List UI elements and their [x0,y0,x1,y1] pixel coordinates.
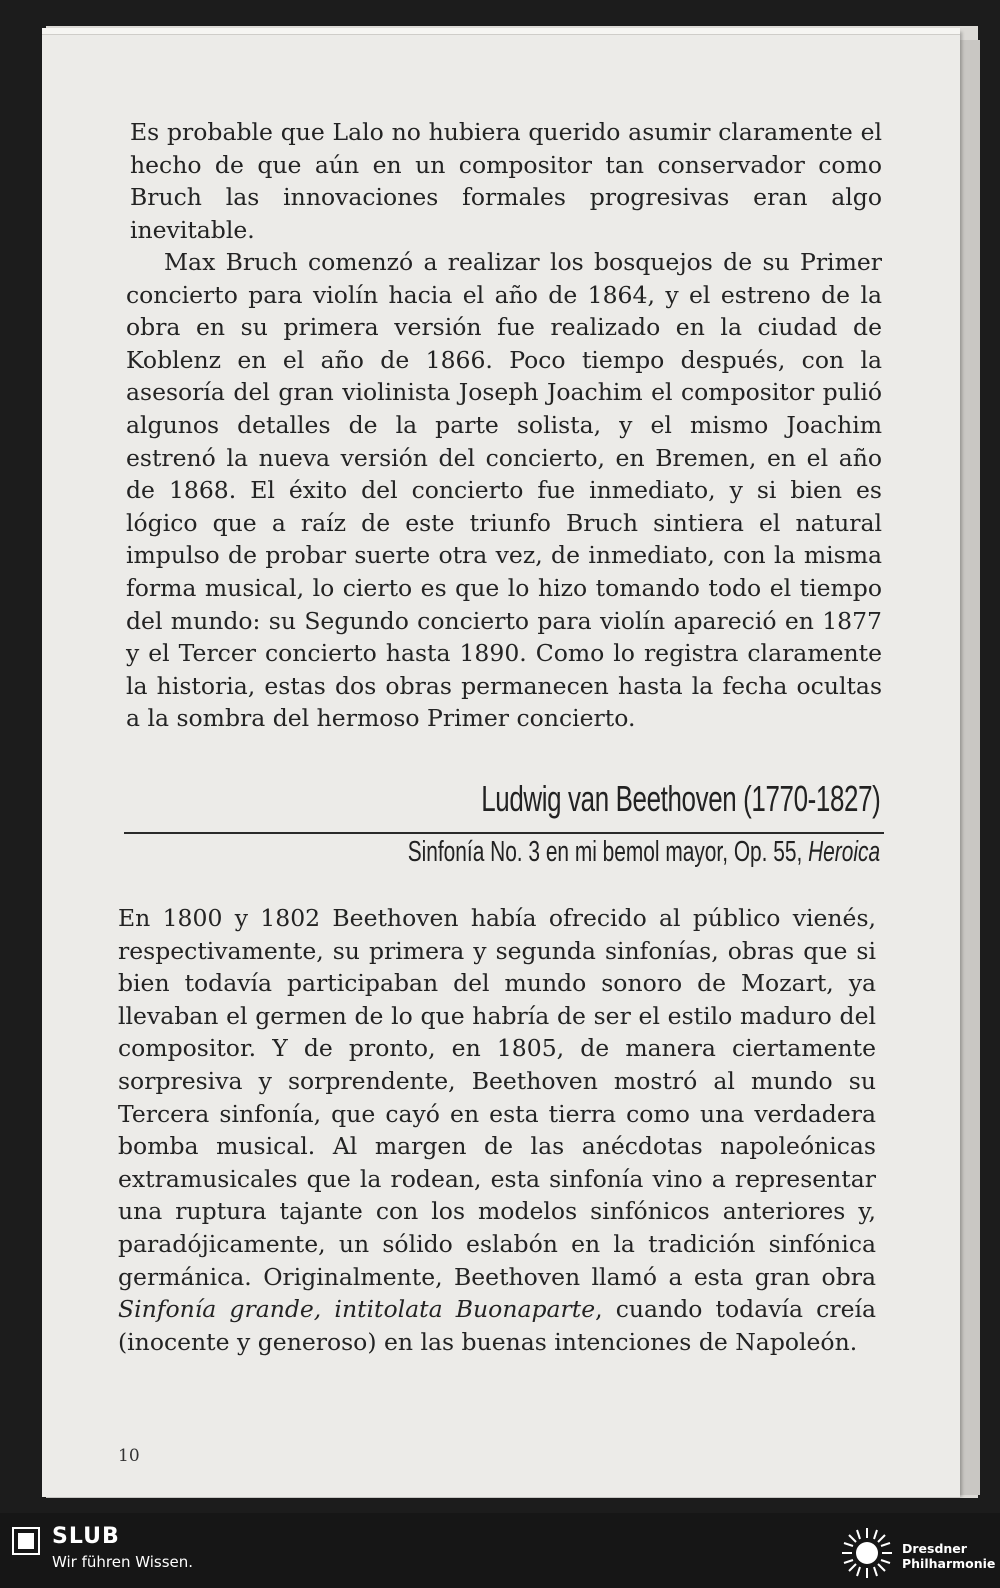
partner-name-line2[interactable]: Philharmonie [902,1556,996,1571]
dresdner-philharmonie-logo-icon[interactable] [840,1526,894,1580]
paragraph-beethoven-heroica [118,902,876,1358]
page-top-edge [42,28,960,35]
subheading-title: Heroica [808,836,880,868]
slub-tagline: Wir führen Wissen. [52,1553,194,1571]
slub-logo-icon[interactable] [12,1527,40,1555]
back-page-edge [958,40,980,1495]
heading-divider [124,832,884,834]
partner-name-line1[interactable]: Dresdner [902,1541,967,1556]
paragraph-bruch-concierto: Max Bruch comenzó a realizar los bosquejos de su Primer concierto para violín hacia el año de 1864, y el estreno de la obra en su primera versión fue realizado en la ciudad de Koblenz en el año de 1866. Poco tiempo después, con la asesoría del gran violinista Joseph Joachim el compositor pulió algunos detalles de la parte solista, y el mismo Joachim estrenó la nueva versión del concierto, en Bremen, en el año de 1868. El éxito del concierto fue inmediato, y si bien es lógico que a raíz de este triunfo Bruch sintiera el natural impulso de probar suerte otra vez, de inmediato, con la misma forma musical, lo cierto es que lo hizo tomando todo el tiempo del mundo: su Segundo concierto para violín apareció en 1877 y el Tercer concierto hasta 1890. Como lo registra claramente la historia, estas dos obras permanecen hasta la fecha ocultas a la sombra del hermoso Primer concierto. [126,248,882,733]
section-subheading [408,836,880,869]
slub-name[interactable]: SLUB [52,1524,120,1549]
subheading-work: Sinfonía No. 3 en mi bemol mayor, Op. 55, [407,836,809,868]
page-number: 10 [118,1446,140,1466]
paragraph-text-end: , cuando todavía creía (inocente y generoso) en las buenas intenciones de Napoleón. [118,1295,877,1356]
paragraph-lalo-bruch: Es probable que Lalo no hubiera querido asumir claramente el hecho de que aún en un compositor tan conservador como Bruch las innovaciones formales progresivas eran algo inevitable. [130,118,882,244]
work-title: Sinfonía grande, intitolata Buonaparte [118,1295,596,1324]
paragraph-text: En 1800 y 1802 Beethoven había ofrecido al público vienés, respectivamente, su primera y segunda sinfonías, obras que si bien todavía participaban del mundo sonoro de Mozart, ya llevaban el germen de lo que habría de ser el estilo maduro del compositor. Y de pronto, en 1805, de manera ciertamente sorpresiva y sorprendente, Beethoven mostró al mundo su Tercera sinfonía, que cayó en esta tierra como una verdadera bomba musical. Al margen de las anécdotas napoleónicas extramusicales que la rodean, esta sinfonía vino a representar una ruptura tajante con los modelos sinfónicos anteriores y, paradójicamente, un sólido eslabón en la tradición sinfónica germánica. Originalmente, Beethoven llamó a esta gran obra [118,904,876,1291]
section-heading-beethoven: Ludwig van Beethoven (1770-1827) [480,778,880,819]
